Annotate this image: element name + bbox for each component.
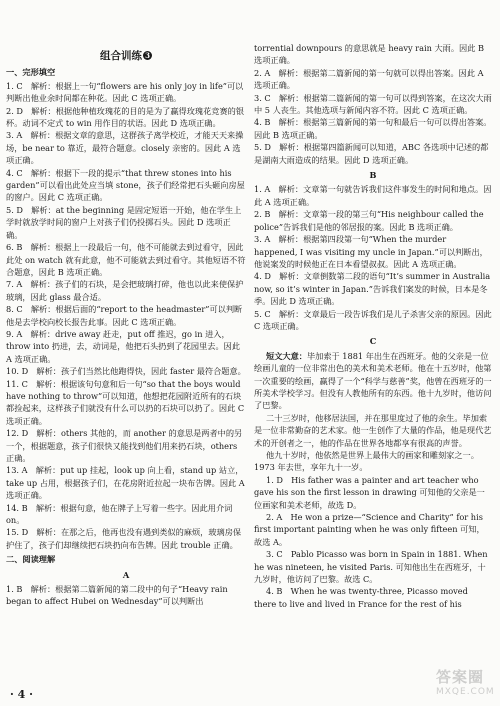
subsection-a-heading: A bbox=[122, 569, 130, 580]
answer-item: 3. A 解析：根据第四段第一句“When the murder happened, I was visiting my uncle in Japan.”可以判断出，他说案发的时候他正在日本看望叔叔。因此 A 选项正确。 bbox=[254, 234, 488, 269]
answer-item: 13. A 解析：put up 挂起，look up 向上看，stand up 站立，take up 占用，根据孩子们，在花房附近拉起一块布告牌。因此 A 选项正确。 bbox=[6, 465, 245, 501]
watermark-top-text: 答案圈 bbox=[436, 668, 485, 686]
page-title-text: 组合训练 bbox=[100, 50, 142, 62]
answer-item: 3. C Pablo Picasso was born in Spain in 1881. When he was nineteen, he visited Paris. 可知他出生在西班牙，十九岁时，他访问了巴黎。故选 C。 bbox=[254, 549, 488, 585]
summary-paragraph-3: 他九十岁时，他依然是世界上最伟大的画家和雕刻家之一。1973 年去世，享年九十一岁。 bbox=[254, 450, 479, 473]
watermark-bottom-text: MXQE.COM bbox=[436, 687, 495, 697]
page-number: · 4 · bbox=[10, 688, 33, 701]
answer-item: 1. D His father was a painter and art teacher who gave his son the first lesson in drawing 可知他的父亲是一位画家和美术老师，故选 D。 bbox=[254, 474, 485, 510]
answer-item: 3. A 解析：根据文章的意思，这群孩子离学校近，才能天天来操场，be near to 靠近，最符合题意。closely 亲密的。因此 A 选项正确。 bbox=[6, 130, 244, 166]
answer-item: 4. B When he was twenty-three, Picasso moved there to live and lived in France for the rest of his bbox=[254, 586, 468, 609]
answer-item: 11. C 解析：根据该句句意和后一句“so that the boys would have nothing to throw”可以知道，他想把花园附近所有的石块都捡起来，这样孩子们就没有什么可以扔的石块可以扔了。因此 C 选项正确。 bbox=[6, 378, 245, 426]
right-column bbox=[254, 42, 492, 610]
section-heading-cloze: 一、完形填空 bbox=[6, 67, 56, 78]
answer-item: 10. D 解析：孩子们当然比他跑得快，因此 faster 最符合题意。 bbox=[6, 366, 246, 377]
answer-item: 5. C 解析：文章最后一段告诉我们是儿子杀害父亲的原因。因此 C 选项正确。 bbox=[254, 308, 492, 331]
answer-item: 15. D 解析：在那之后，他再也没有遇到类似的麻烦，玻璃房保护住了，孩子们却继续把石块扔向布告牌。因此 trouble 正确。 bbox=[6, 527, 242, 550]
page-title bbox=[6, 50, 246, 62]
answer-item: torrential downpours 的意思就是 heavy rain 大雨。因此 B 选项正确。 bbox=[254, 43, 485, 66]
answer-item: 2. A 解析：根据第二篇新闻的第一句就可以得出答案。因此 A 选项正确。 bbox=[254, 67, 484, 91]
summary-paragraph-2: 二十三岁时，他移居法国，并在那里度过了他的余生。毕加索是一位非常勤奋的艺术家。他一生创作了大量的作品，他是现代艺术的开创者之一，他的作品在世界各地都享有很高的声誉。 bbox=[254, 412, 492, 448]
answer-item: 1. B 解析：根据第二篇新闻的第二段中的句子“Heavy rain began to affect Hubei on Wednesday”可以判断出 bbox=[6, 584, 228, 607]
title-number-badge: 3 bbox=[143, 51, 152, 60]
answer-item: 1. A 解析：文章第一句就告诉我们这件事发生的时间和地点。因此 A 选项正确。 bbox=[254, 184, 492, 207]
watermark-logo bbox=[436, 668, 498, 704]
answer-item: 2. D 解析：根据他种植玫瑰花的目的是为了赢得玫瑰花竞赛的银杯。动词不定式 to win 用作目的状语。因此 D 选项正确。 bbox=[6, 105, 245, 129]
answer-item: 6. B 解析：根据上一段最后一句，他不可能就去到过看守，因此此处 on watch 就有此意，他不可能就去到过看守。其他短语不符合题意，因此 B 选项正确。 bbox=[6, 242, 246, 277]
answer-item: 2. B 解析：文章第一段的第三句“His neighbour called the police”告诉我们是他的邻居报的案。因此 B 选项正确。 bbox=[254, 209, 484, 232]
section-heading-reading: 二、阅读理解 bbox=[6, 554, 56, 565]
summary-text: 毕加索于 1881 年出生在西班牙。他的父亲是一位绘画儿童的一位非常出色的美术和美术老师。他在十五岁时，他第一次重要的绘画，赢得了一个“科学与慈善”奖，他曾在西班牙的一所美术学校学习。但没有人教他所有的东西。他十九岁时，他访问了巴黎。 bbox=[254, 350, 492, 411]
answer-item: 1. C 解析：根据上一句“flowers are his only joy in life”可以判断出他业余时间都在种花。因此 C 选项正确。 bbox=[6, 80, 244, 104]
answer-item: 14. B 解析：根据句意，他在牌子上写着一些字。因此用介词 on。 bbox=[6, 502, 233, 526]
summary-paragraph bbox=[254, 350, 492, 412]
subsection-c-heading: C bbox=[369, 336, 377, 347]
answer-item: 12. D 解析：others 其他的，而 another 的意思是两者中的另一个，根据题意，孩子们很快又能找到他们用来扔石块，others 正确。 bbox=[6, 428, 243, 463]
answer-item: 3. C 解析：根据第二篇新闻的第一句可以得到答案，在这次大雨中 5 人丧生。其他选项与新闻内容不符。因此 C 选项正确。 bbox=[254, 92, 492, 116]
answer-item: 4. B 解析：根据第三篇新闻的第一句和最后一句可以得出答案。因此 B 选项正确。 bbox=[254, 117, 492, 140]
answer-item: 5. D 解析：根据第四篇新闻可以知道，ABC 各选项中记述的都是湖南大雨造成的结果。因此 D 选项正确。 bbox=[254, 142, 489, 165]
left-column bbox=[6, 0, 246, 608]
answer-item: 4. C 解析：根据下一段的提示“that threw stones into his garden”可以看出此处应当填 stone，孩子们经常把石头砸向房屋的窗户。因此 C 选项正确。 bbox=[6, 167, 245, 203]
answer-item: 7. A 解析：孩子们的石块，是会把玻璃打碎，他也以此来使保护玻璃，因此 glass 最合适。 bbox=[6, 279, 244, 302]
answer-item: 2. A He won a prize—“Science and Charity” for his first important painting when he was only fifteen 可知，故选 A。 bbox=[254, 512, 485, 547]
answer-item: 4. D 解析：文章倒数第二段的语句“It’s summer in Australia now, so it’s winter in Japan.”告诉我们案发的时候，日本是冬季。因此 D 选项正确。 bbox=[254, 271, 491, 307]
answer-item: 9. A 解析：drive away 赶走，put off 推迟，go in 进入，throw into 扔进，去，动词是，他把石头扔到了花园里去。因此 A 选项正确。 bbox=[6, 328, 241, 364]
summary-label: 短文大意： bbox=[266, 350, 307, 361]
subsection-b-heading: B bbox=[369, 170, 377, 181]
answer-item: 5. D 解析：at the beginning 是固定短语一开始，他在学生上学时就放学时间的窗户上对孩子们仍投掷石头。因此 D 选项正确。 bbox=[6, 204, 242, 240]
answer-item: 8. C 解析：根据后面的“report to the headmaster”可以判断他是去学校向校长报告此事。因此 C 选项正确。 bbox=[6, 304, 243, 327]
